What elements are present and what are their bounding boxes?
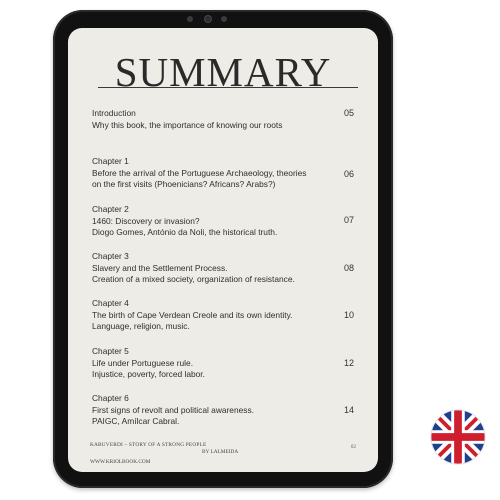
toc-entry-chapter-5[interactable] xyxy=(92,346,354,381)
tablet-screen xyxy=(68,28,378,472)
toc-entry-chapter-3[interactable] xyxy=(92,251,354,286)
toc-entry-heading: Chapter 5 xyxy=(92,346,129,356)
toc-entry-heading: Chapter 1 xyxy=(92,156,129,166)
toc-entry-line: Diogo Gomes, António da Noli, the historical truth. xyxy=(92,227,278,238)
toc-entry-heading: Chapter 2 xyxy=(92,204,129,214)
toc-entry-line: on the first visits (Phoenicians? Africans? Arabs?) xyxy=(92,179,276,190)
toc-entry-page: 14 xyxy=(343,405,354,415)
toc-entry-heading: Chapter 6 xyxy=(92,393,129,403)
toc-entry-heading: Introduction xyxy=(92,108,136,118)
toc-entry-line: Before the arrival of the Portuguese Archaeology, theories xyxy=(92,167,307,178)
toc-entry-page: 07 xyxy=(343,215,354,225)
toc-entry-line: Slavery and the Settlement Process. xyxy=(92,262,228,273)
toc-entry-line: Creation of a mixed society, organization of resistance. xyxy=(92,274,295,285)
toc-entry-line: PAIGC, Amílcar Cabral. xyxy=(92,416,180,427)
toc-entry-heading: Chapter 4 xyxy=(92,298,129,308)
toc-entry-page: 06 xyxy=(343,169,354,179)
toc-entry-page: 05 xyxy=(343,108,354,118)
toc-entry-heading: Chapter 3 xyxy=(92,251,129,261)
front-camera-icon xyxy=(204,15,212,23)
tablet-device xyxy=(53,10,393,488)
toc-entry-page: 10 xyxy=(343,310,354,320)
sensor-dot xyxy=(187,16,193,22)
sensor-dot xyxy=(221,16,227,22)
toc-entry-line: 1460: Discovery or invasion? xyxy=(92,215,200,226)
footer-website-link[interactable]: WWW.KRIOLBOOK.COM xyxy=(90,459,151,465)
footer-book-title: KABUVERDI – STORY OF A STRONG PEOPLE xyxy=(90,442,207,448)
title-block xyxy=(68,50,378,94)
toc-entry-line: Language, religion, music. xyxy=(92,321,190,332)
toc-entry-line: Why this book, the importance of knowing our roots xyxy=(92,119,283,130)
footer-page-number: 02 xyxy=(350,444,356,450)
toc-entry-chapter-1[interactable] xyxy=(92,156,354,191)
toc-entry-page: 12 xyxy=(343,358,354,368)
toc-entry-introduction[interactable] xyxy=(92,108,354,131)
footer-author: BY LALMEIDA xyxy=(202,449,239,455)
toc-entry-chapter-2[interactable] xyxy=(92,204,354,239)
page-footer xyxy=(90,442,360,472)
toc-entry-line: The birth of Cape Verdean Creole and its own identity. xyxy=(92,309,293,320)
toc-entry-line: Life under Portuguese rule. xyxy=(92,357,194,368)
toc-entry-line: Injustice, poverty, forced labor. xyxy=(92,369,205,380)
toc-entry-chapter-6[interactable] xyxy=(92,393,354,428)
toc-entry-chapter-4[interactable] xyxy=(92,298,354,333)
uk-flag-icon[interactable] xyxy=(429,408,487,466)
page-title: SUMMARY xyxy=(114,49,332,95)
toc-entry-page: 08 xyxy=(343,263,354,273)
toc-entry-line: First signs of revolt and political awareness. xyxy=(92,404,254,415)
